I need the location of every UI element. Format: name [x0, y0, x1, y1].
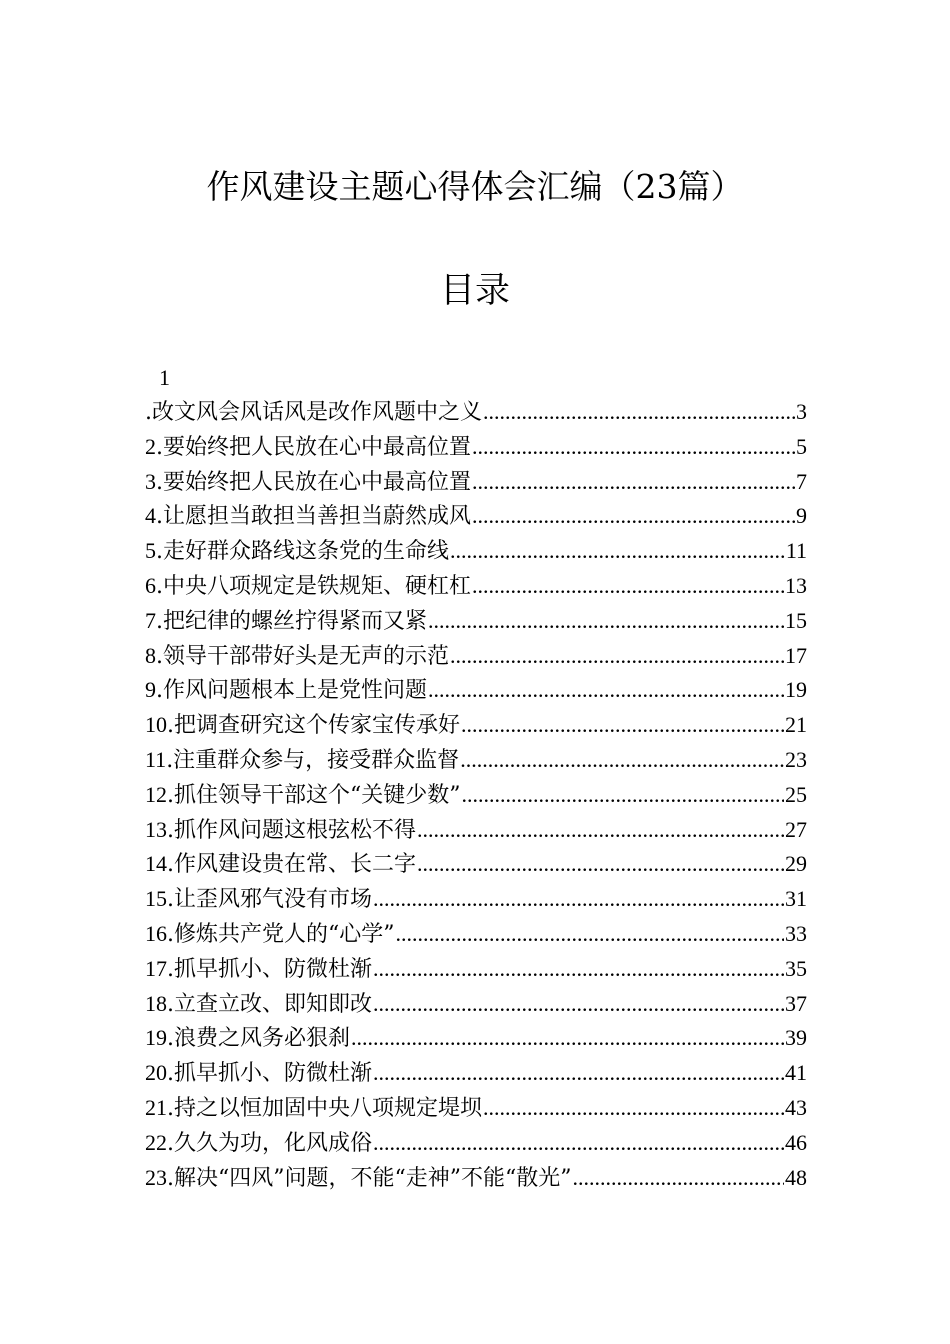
toc-dot-leader — [428, 604, 784, 639]
toc-entry-title — [145, 743, 459, 779]
toc-entry[interactable] — [145, 778, 807, 813]
toc-entry-number: 3 — [145, 468, 156, 494]
toc-entry[interactable] — [145, 882, 807, 917]
toc-entry-text: .作风建设贵在常、长二字 — [167, 852, 416, 878]
toc-dot-leader — [472, 499, 795, 534]
toc-entry-title — [145, 673, 427, 709]
toc-entry-title — [145, 395, 482, 431]
toc-entry-page-number: 19 — [785, 677, 807, 703]
toc-dot-leader — [472, 465, 795, 500]
toc-entry-page-number: 3 — [796, 399, 807, 424]
toc-entry-text: .抓作风问题这根弦松不得 — [167, 817, 416, 843]
toc-entry-number: 10 — [145, 712, 167, 738]
toc-entry[interactable] — [145, 673, 807, 708]
toc-entry-title — [145, 813, 416, 849]
toc-entry-number: 21 — [145, 1094, 167, 1120]
toc-entry-title — [145, 917, 395, 953]
toc-entry[interactable] — [145, 708, 807, 743]
toc-entry-text: .持之以恒加固中央八项规定堤坝 — [167, 1095, 482, 1121]
toc-entry[interactable] — [145, 1091, 807, 1126]
toc-entry-text: .中央八项规定是铁规矩、硬杠杠 — [156, 573, 471, 599]
toc-entry-title — [145, 1091, 482, 1127]
toc-entry-page-number: 39 — [785, 1025, 807, 1051]
toc-entry-page-number: 25 — [785, 781, 807, 807]
toc-entry[interactable] — [145, 1161, 807, 1196]
toc-entry-number: 4 — [145, 503, 156, 529]
toc-entry-number: 16 — [145, 920, 167, 946]
toc-dot-leader — [572, 1161, 784, 1196]
toc-dot-leader — [373, 1056, 784, 1091]
toc-entry-page-number: 41 — [785, 1060, 807, 1086]
toc-entry-title — [145, 569, 471, 605]
toc-dot-leader — [428, 673, 784, 708]
toc-dot-leader — [373, 952, 784, 987]
toc-entry-text: .抓早抓小、防微杜渐 — [167, 1061, 372, 1087]
toc-entry[interactable] — [145, 430, 807, 465]
toc-dot-leader — [461, 708, 784, 743]
toc-entry-text: .把调查研究这个传家宝传承好 — [167, 713, 460, 739]
toc-entry-page-number: 7 — [796, 468, 807, 494]
toc-entry-text: .要始终把人民放在心中最高位置 — [156, 469, 471, 495]
toc-entry-number: 6 — [145, 572, 156, 598]
toc-entry-title — [145, 847, 416, 883]
toc-entry[interactable] — [145, 813, 807, 848]
toc-dot-leader — [450, 534, 785, 569]
toc-dot-leader — [417, 813, 784, 848]
toc-entry-text: .修炼共产党人的“心学” — [167, 921, 395, 947]
toc-entry[interactable] — [145, 1021, 807, 1056]
toc-entry-text: .注重群众参与，接受群众监督 — [166, 747, 460, 773]
toc-entry-page-number: 5 — [796, 433, 807, 459]
toc-entry-page-number: 27 — [785, 816, 807, 842]
toc-entry[interactable] — [145, 987, 807, 1022]
toc-entry[interactable] — [145, 917, 807, 952]
toc-entry-text: .走好群众路线这条党的生命线 — [156, 539, 449, 565]
toc-entry-text: .作风问题根本上是党性问题 — [156, 678, 427, 704]
toc-entry-number: 17 — [145, 955, 167, 981]
toc-dot-leader — [483, 1091, 784, 1126]
toc-entry-text: .让歪风邪气没有市场 — [167, 887, 372, 913]
toc-dot-leader — [462, 778, 785, 813]
toc-entry-page-number: 48 — [785, 1164, 807, 1190]
toc-entry[interactable] — [145, 952, 807, 987]
toc-entry-page-number: 29 — [785, 851, 807, 877]
toc-entry-title — [145, 1021, 350, 1057]
toc-entry-title — [145, 708, 460, 744]
toc-entry[interactable] — [145, 1126, 807, 1161]
toc-entry-number: 15 — [145, 886, 167, 912]
toc-dot-leader — [450, 639, 784, 674]
toc-entry-number: 23 — [145, 1164, 167, 1190]
toc-entry-text: .浪费之风务必狠刹 — [167, 1026, 350, 1052]
toc-entry-number: 2 — [145, 433, 156, 459]
toc-entry-number: 19 — [145, 1025, 167, 1051]
toc-dot-leader — [417, 847, 784, 882]
toc-entry-text: .立查立改、即知即改 — [167, 991, 372, 1017]
toc-entry[interactable] — [145, 847, 807, 882]
toc-entry-text: .把纪律的螺丝拧得紧而又紧 — [156, 608, 427, 634]
toc-entry-number: 5 — [145, 538, 156, 564]
toc-entry-text: .改文风会风话风是改作风题中之义 — [145, 400, 482, 425]
toc-entry[interactable] — [145, 604, 807, 639]
toc-entry-text: .领导干部带好头是无声的示范 — [156, 643, 449, 669]
toc-entry-title — [145, 952, 372, 988]
toc-entry-number: 13 — [145, 816, 167, 842]
toc-entry[interactable] — [145, 569, 807, 604]
toc-entry-title — [145, 882, 372, 918]
toc-dot-leader — [373, 1126, 784, 1161]
toc-entry-number: 22 — [145, 1129, 167, 1155]
toc-entry-title — [145, 465, 471, 501]
toc-entry-number: 20 — [145, 1060, 167, 1086]
document-title: 作风建设主题心得体会汇编（23篇） — [206, 167, 744, 206]
toc-dot-leader — [373, 882, 784, 917]
toc-entry-page-number: 35 — [785, 955, 807, 981]
toc-first-item-number: 1 — [159, 365, 170, 390]
toc-entry-title — [145, 987, 372, 1023]
toc-entry-title — [145, 534, 449, 570]
toc-entry-page-number: 33 — [785, 920, 807, 946]
toc-entry-page-number: 11 — [785, 538, 807, 564]
toc-entry[interactable] — [145, 499, 807, 534]
table-of-contents — [145, 395, 807, 1195]
toc-entry-number: 9 — [145, 677, 156, 703]
toc-heading: 目录 — [439, 271, 510, 311]
toc-entry-page-number: 17 — [785, 642, 807, 668]
toc-entry-text: .久久为功，化风成俗 — [167, 1130, 372, 1156]
toc-dot-leader — [351, 1021, 784, 1056]
toc-entry-title — [145, 604, 427, 640]
toc-entry-title — [145, 1126, 372, 1162]
toc-entry-page-number: 46 — [785, 1129, 807, 1155]
toc-dot-leader — [483, 395, 795, 430]
toc-entry-text: .要始终把人民放在心中最高位置 — [156, 434, 471, 460]
toc-entry-text: .让愿担当敢担当善担当蔚然成风 — [156, 504, 471, 530]
toc-entry-number: 18 — [145, 990, 167, 1016]
toc-entry-page-number: 15 — [785, 607, 807, 633]
toc-entry-page-number: 37 — [785, 990, 807, 1016]
toc-entry-title — [145, 1056, 372, 1092]
toc-entry-title — [145, 499, 471, 535]
toc-dot-leader — [472, 430, 795, 465]
toc-entry[interactable] — [145, 639, 807, 674]
toc-entry-title — [145, 1161, 571, 1197]
toc-entry-page-number: 23 — [785, 746, 807, 772]
toc-entry-text: .解决“四风”问题，不能“走神”不能“散光” — [167, 1165, 572, 1191]
toc-entry-number: 14 — [145, 851, 167, 877]
toc-entry[interactable] — [145, 465, 807, 500]
toc-entry-number: 11 — [145, 746, 167, 772]
toc-dot-leader — [460, 743, 784, 778]
toc-entry[interactable] — [145, 534, 807, 569]
toc-dot-leader — [472, 569, 784, 604]
toc-entry-text: .抓住领导干部这个“关键少数” — [167, 782, 461, 808]
toc-entry-number: 8 — [145, 642, 156, 668]
toc-entry-title — [145, 778, 461, 814]
toc-entry-page-number: 21 — [785, 712, 807, 738]
toc-dot-leader — [396, 917, 785, 952]
toc-entry[interactable] — [145, 1056, 807, 1091]
toc-dot-leader — [373, 987, 784, 1022]
toc-entry[interactable] — [145, 395, 807, 430]
toc-entry-page-number: 13 — [785, 572, 807, 598]
toc-entry-number: 7 — [145, 607, 156, 633]
toc-entry[interactable] — [145, 743, 807, 778]
toc-entry-title — [145, 430, 471, 466]
toc-entry-page-number: 31 — [785, 886, 807, 912]
toc-entry-text: .抓早抓小、防微杜渐 — [167, 956, 372, 982]
toc-entry-number: 12 — [145, 781, 167, 807]
toc-entry-page-number: 43 — [785, 1094, 807, 1120]
toc-entry-title — [145, 639, 449, 675]
toc-entry-page-number: 9 — [796, 503, 807, 529]
